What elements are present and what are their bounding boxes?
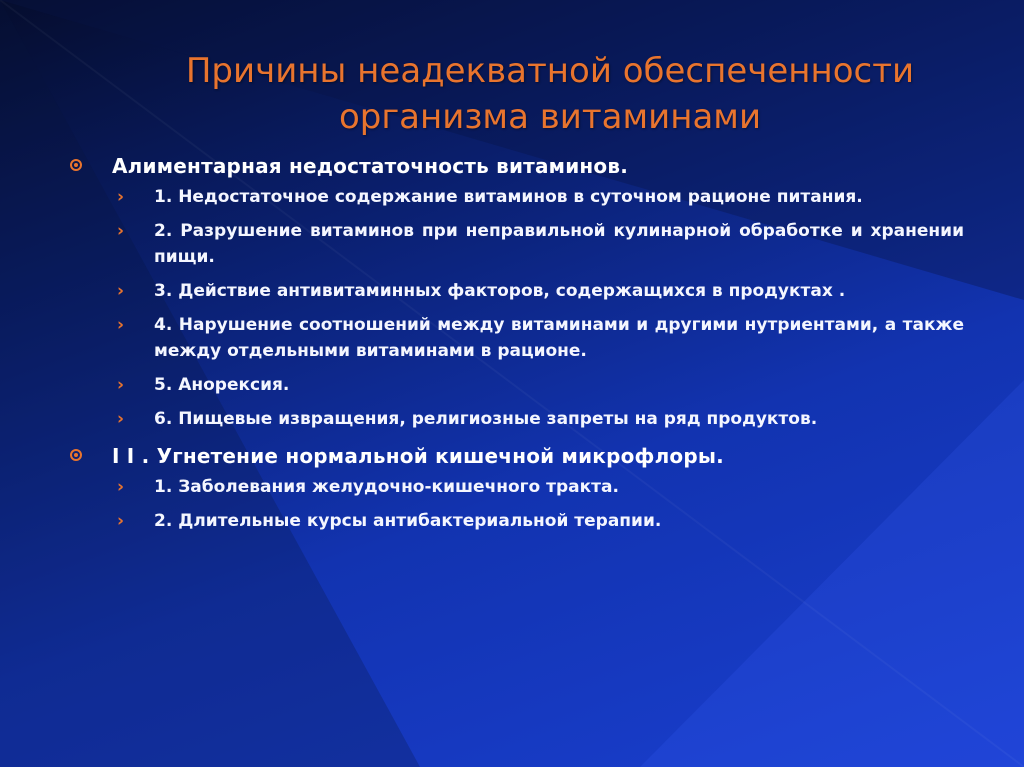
list-item-text: 5. Анорексия. [154,375,290,395]
list-item-text: 2. Разрушение витаминов при неправильной кулинарной обработке и хранении пищи. [154,221,964,267]
list-item [70,406,970,432]
chevron-right-icon: › [117,375,125,395]
sub-list [70,474,970,534]
list-item [70,372,970,398]
sub-list [70,184,970,432]
chevron-right-icon: › [117,281,125,301]
list-item [70,312,970,364]
circle-bullet-icon [70,449,82,461]
list-item-text: 2. Длительные курсы антибактериальной терапии. [154,511,662,531]
list-item [70,508,970,534]
list-item [70,474,970,500]
circle-bullet-icon [70,159,82,171]
section-heading-text: I I . Угнетение нормальной кишечной микрофлоры. [112,444,724,468]
list-item-text: 6. Пищевые извращения, религиозные запреты на ряд продуктов. [154,409,818,429]
list-item-text: 1. Заболевания желудочно-кишечного тракта. [154,477,619,497]
section-heading [70,150,970,182]
section-alimentary [70,150,970,432]
list-item [70,184,970,210]
list-item-text: 3. Действие антивитаминных факторов, содержащихся в продуктах . [154,281,846,301]
chevron-right-icon: › [117,221,125,241]
chevron-right-icon: › [117,315,125,335]
chevron-right-icon: › [117,409,125,429]
section-heading [70,440,970,472]
list-item-text: 4. Нарушение соотношений между витаминами и другими нутриентами, а также между отдельными витаминами в рационе. [154,315,964,361]
chevron-right-icon: › [117,511,125,531]
list-item-text: 1. Недостаточное содержание витаминов в суточном рационе питания. [154,187,863,207]
list-item [70,218,970,270]
section-heading-text: Алиментарная недостаточность витаминов. [112,154,629,178]
slide-content [70,150,970,542]
chevron-right-icon: › [117,187,125,207]
chevron-right-icon: › [117,477,125,497]
section-microflora [70,440,970,534]
list-item [70,278,970,304]
slide-title: Причины неадекватной обеспеченности организма витаминами [185,51,915,137]
